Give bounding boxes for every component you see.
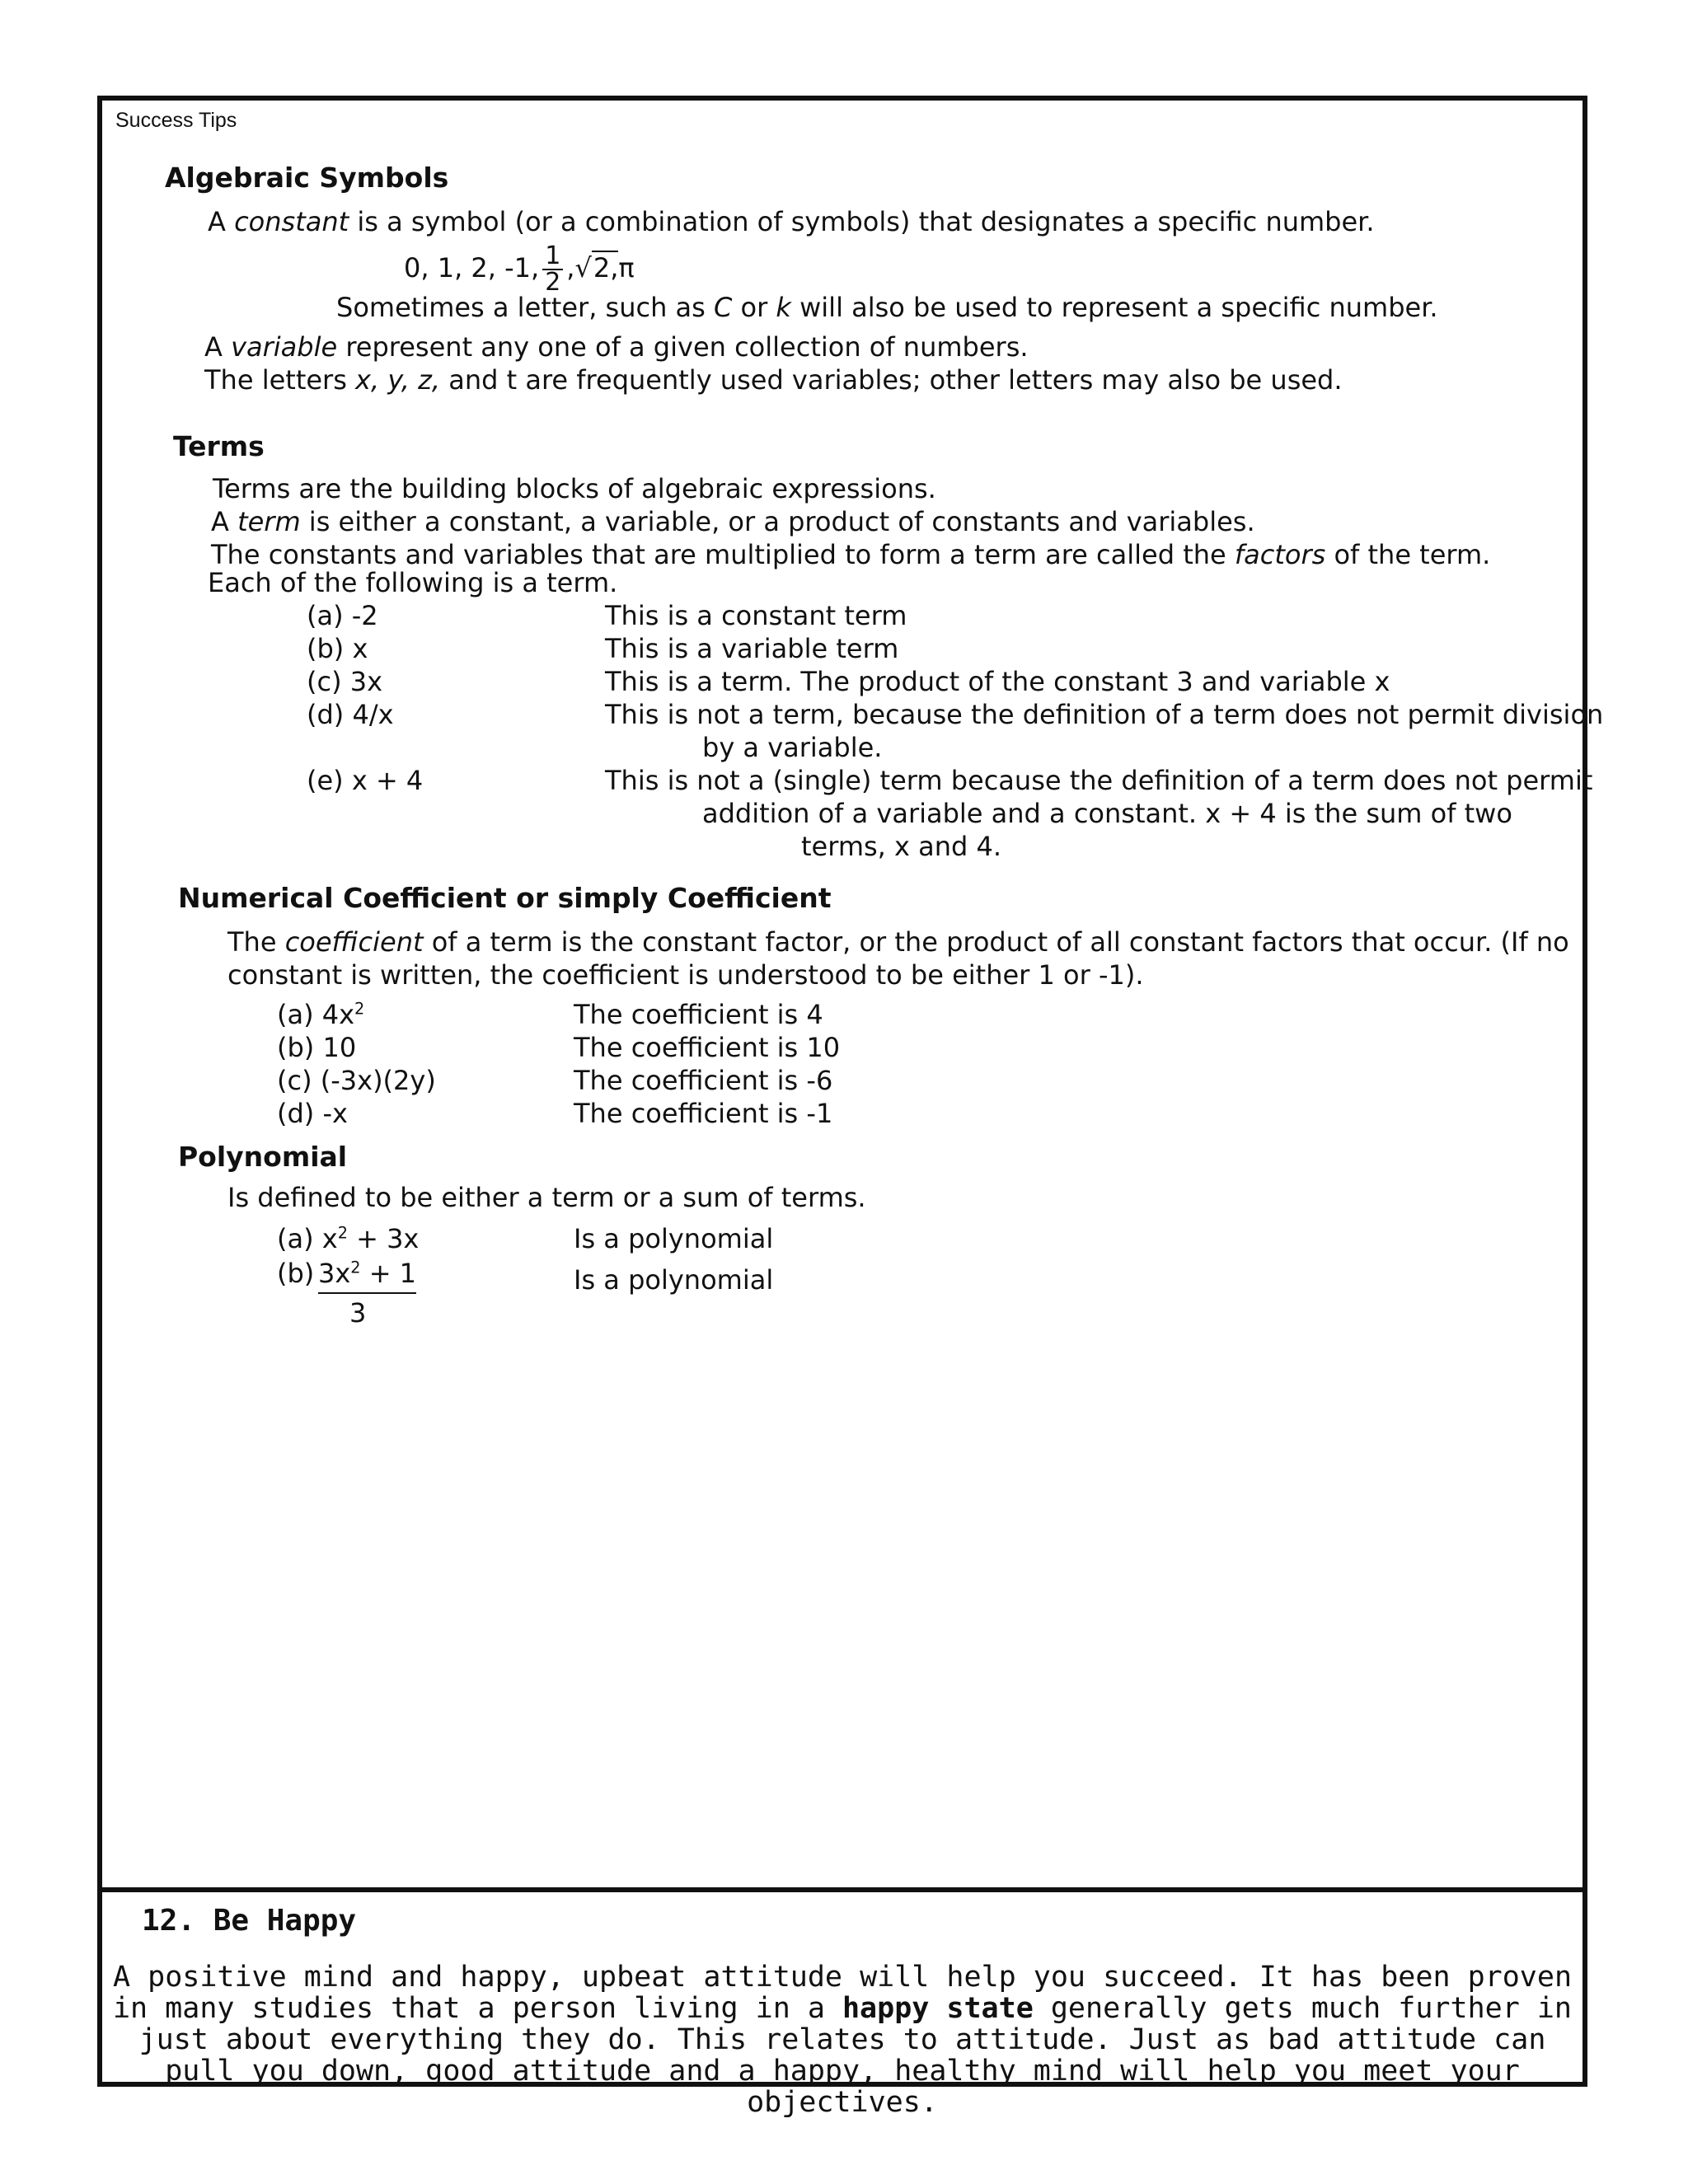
term-example-desc: This is a constant term <box>605 600 907 631</box>
term-example-label: (a) -2 <box>307 600 378 631</box>
coefficient-example-desc: The coefficient is 10 <box>574 1032 841 1063</box>
term-example-label: (d) 4/x <box>307 699 394 730</box>
polynomial-fraction-numerator: $3x^2 + 1$ <box>318 1258 416 1289</box>
algebraic-symbols-heading: Algebraic Symbols <box>165 162 449 194</box>
polynomial-example-label: (b) <box>277 1258 315 1289</box>
term-example-desc: This is a variable term <box>605 633 899 664</box>
polynomial-fraction-denominator: 3 <box>349 1297 367 1329</box>
term-example-desc: This is a term. The product of the constant 3 and variable x <box>605 666 1390 697</box>
coefficient-example-desc: The coefficient is 4 <box>574 999 823 1030</box>
one-half-fraction: $\frac{1}{2}$ <box>542 244 563 295</box>
coefficient-example-desc: The coefficient is -1 <box>574 1098 833 1129</box>
constant-definition: A constant is a symbol (or a combination of symbols) that designates a specific number. <box>208 206 1375 237</box>
variable-letters-line: The letters x, y, z, and t are frequently used variables; other letters may also be used. <box>204 364 1343 396</box>
polynomial-heading: Polynomial <box>178 1141 348 1173</box>
coefficient-example-desc: The coefficient is -6 <box>574 1065 833 1096</box>
square-root-symbol: √ <box>574 252 592 284</box>
term-example-label: (b) x <box>307 633 368 664</box>
be-happy-heading: 12. Be Happy <box>142 1904 357 1938</box>
polynomial-example-desc: Is a polynomial <box>574 1264 774 1296</box>
polynomial-example-label: (a) $x^2 + 3x$ <box>277 1223 420 1254</box>
coefficient-example-label: (c) (-3x)(2y) <box>277 1065 436 1096</box>
terms-line-1: Terms are the building blocks of algebraic expressions. <box>213 473 936 504</box>
be-happy-paragraph: A positive mind and happy, upbeat attitude will help you succeed. It has been proven in many studies that a person living in a happy state generally gets much further in just about everything they do. This relates to attitude. Just as bad attitude can pull you down, good attitude and a happy, healthy mind will help you meet your objectives. <box>112 1961 1573 2119</box>
polynomial-example-desc: Is a polynomial <box>574 1223 774 1254</box>
term-example-label: (e) x + 4 <box>307 765 424 796</box>
coefficient-line-1: The coefficient of a term is the constant factor, or the product of all constant factors that occur. (If no <box>227 926 1569 958</box>
terms-heading: Terms <box>173 430 265 462</box>
constant-examples: 0, 1, 2, -1, $\frac{1}{2}$ ,√2,π <box>404 241 635 297</box>
coefficient-example-label: (a) $4x^2$ <box>277 999 365 1030</box>
terms-line-2: A term is either a constant, a variable, or a product of constants and variables. <box>211 506 1255 537</box>
variable-definition: A variable represent any one of a given collection of numbers. <box>204 331 1029 363</box>
term-example-desc-cont: terms, x and 4. <box>801 831 1002 862</box>
letter-constant-note: Sometimes a letter, such as C or k will also be used to represent a specific number. <box>336 292 1438 323</box>
coefficient-heading: Numerical Coefficient or simply Coefficient <box>178 882 832 914</box>
coefficient-example-label: (d) -x <box>277 1098 348 1129</box>
term-example-desc: This is not a term, because the definition of a term does not permit division <box>605 699 1604 730</box>
term-example-label: (c) 3x <box>307 666 383 697</box>
coefficient-line-2: constant is written, the coefficient is understood to be either 1 or -1). <box>227 959 1144 991</box>
term-example-desc-cont: by a variable. <box>702 732 883 763</box>
term-example-desc-cont: addition of a variable and a constant. x + 4 is the sum of two <box>702 798 1512 829</box>
term-example-desc: This is not a (single) term because the definition of a term does not permit <box>605 765 1593 796</box>
pi-symbol: π <box>618 252 635 284</box>
header-label: Success Tips <box>115 109 237 132</box>
polynomial-line-1: Is defined to be either a term or a sum of terms. <box>227 1182 866 1213</box>
terms-line-3: The constants and variables that are multiplied to form a term are called the factors of the term. <box>211 539 1491 570</box>
section-divider <box>97 1887 1587 1892</box>
terms-line-4: Each of the following is a term. <box>208 567 618 598</box>
coefficient-example-label: (b) 10 <box>277 1032 357 1063</box>
